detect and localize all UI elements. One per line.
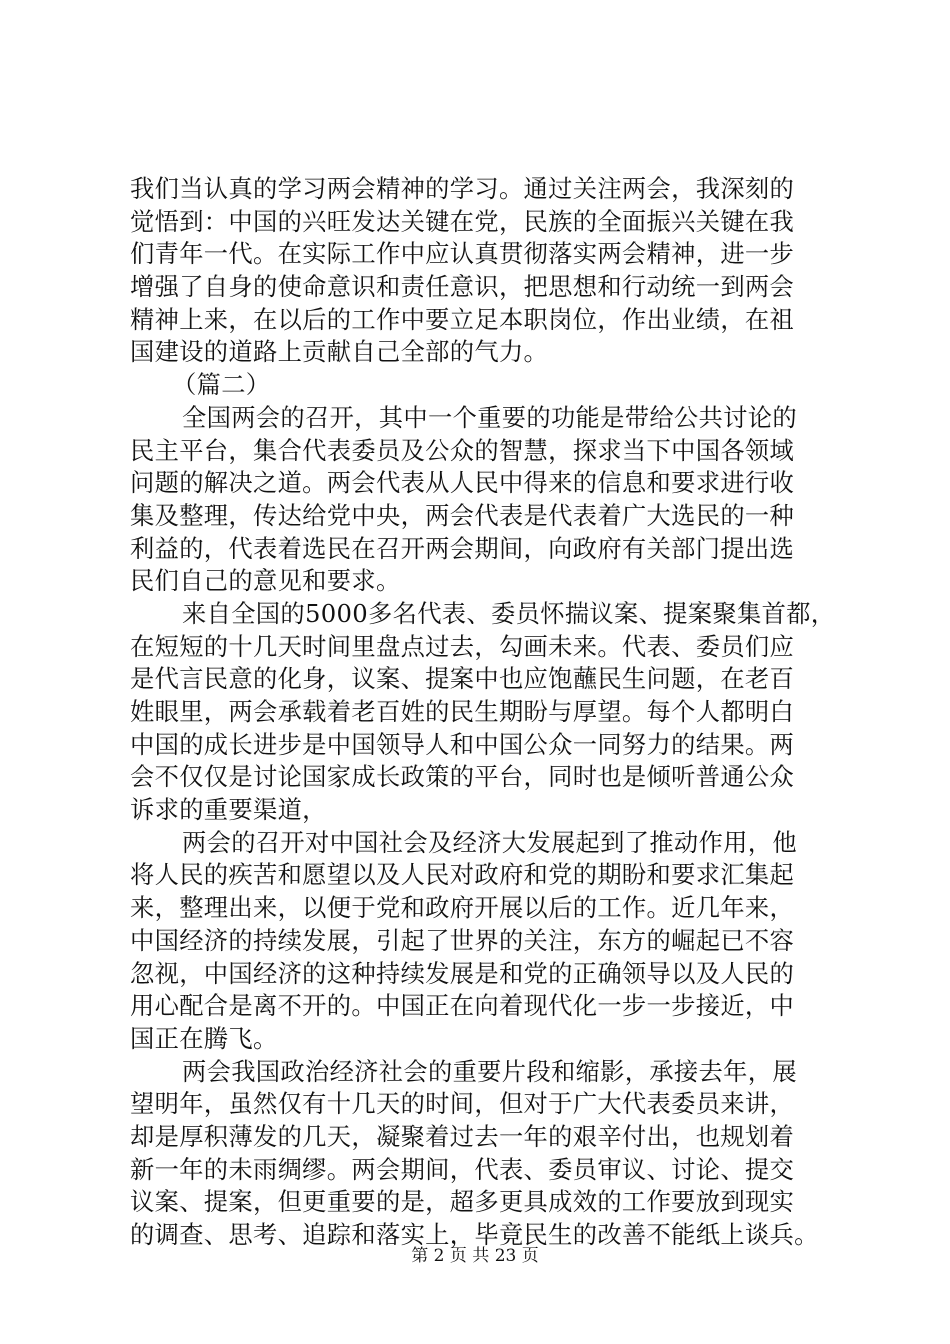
text-line: 用心配合是离不开的。中国正在向着现代化一步一步接近，中: [130, 991, 795, 1021]
text-line: 集及整理，传达给党中央，两会代表是代表着广大选民的一种: [130, 500, 795, 530]
text-line: 国正在腾飞。: [130, 1023, 278, 1053]
text-line: 将人民的疾苦和愿望以及人民对政府和党的期盼和要求汇集起: [130, 860, 795, 890]
text-line: 民主平台，集合代表委员及公众的智慧，探求当下中国各领域: [130, 435, 795, 465]
text-line: 忽视，中国经济的这种持续发展是和党的正确领导以及人民的: [130, 958, 795, 988]
text-line: 会不仅仅是讨论国家成长政策的平台，同时也是倾听普通公众: [130, 762, 795, 792]
paragraph-first-line: 两会我国政治经济社会的重要片段和缩影，承接去年，展: [182, 1056, 797, 1086]
text-line: 我们当认真的学习两会精神的学习。通过关注两会，我深刻的: [130, 174, 795, 203]
text-line: 国建设的道路上贡献自己全部的气力。: [130, 337, 549, 367]
text-line: 望明年，虽然仅有十几天的时间，但对于广大代表委员来讲，: [130, 1089, 795, 1119]
text-line: 在短短的十几天时间里盘点过去，勾画未来。代表、委员们应: [130, 631, 795, 661]
text-line: 新一年的未雨绸缪。两会期间，代表、委员审议、讨论、提交: [130, 1154, 795, 1184]
text-line: 增强了自身的使命意识和责任意识，把思想和行动统一到两会: [130, 272, 795, 302]
paragraph-first-line: 来自全国的5000多名代表、委员怀揣议案、提案聚集首都，: [182, 598, 836, 628]
text-line: 民们自己的意见和要求。: [130, 566, 401, 596]
paragraph-first-line: 全国两会的召开，其中一个重要的功能是带给公共讨论的: [182, 402, 797, 432]
section-heading: （篇二）: [172, 370, 271, 400]
text-line: 精神上来，在以后的工作中要立足本职岗位，作出业绩，在祖: [130, 304, 795, 334]
document-body: [130, 173, 836, 1252]
text-line: 诉求的重要渠道，: [130, 795, 327, 825]
text-line: 中国的成长进步是中国领导人和中国公众一同努力的结果。两: [130, 729, 795, 759]
text-line: 姓眼里，两会承载着老百姓的民生期盼与厚望。每个人都明白: [130, 697, 795, 726]
text-line: 中国经济的持续发展，引起了世界的关注，东方的崛起已不容: [130, 925, 795, 955]
text-line: 的调查、思考、追踪和落实上，毕竟民生的改善不能纸上谈兵。: [130, 1220, 819, 1249]
page-number-footer: 第 2 页 共 23 页: [411, 1246, 539, 1266]
text-line: 利益的，代表着选民在召开两会期间，向政府有关部门提出选: [130, 533, 795, 563]
text-line: 却是厚积薄发的几天，凝聚着过去一年的艰辛付出，也规划着: [130, 1121, 795, 1151]
text-line: 们青年一代。在实际工作中应认真贯彻落实两会精神，进一步: [130, 239, 795, 269]
text-line: 是代言民意的化身，议案、提案中也应饱蘸民生问题，在老百: [130, 664, 795, 694]
text-line: 来，整理出来，以便于党和政府开展以后的工作。近几年来，: [130, 893, 795, 923]
text-line: 觉悟到：中国的兴旺发达关键在党，民族的全面振兴关键在我: [130, 206, 795, 236]
text-line: 问题的解决之道。两会代表从人民中得来的信息和要求进行收: [130, 468, 795, 498]
paragraph-first-line: 两会的召开对中国社会及经济大发展起到了推动作用，他: [182, 827, 797, 857]
text-line: 议案、提案，但更重要的是，超多更具成效的工作要放到现实: [130, 1187, 795, 1217]
